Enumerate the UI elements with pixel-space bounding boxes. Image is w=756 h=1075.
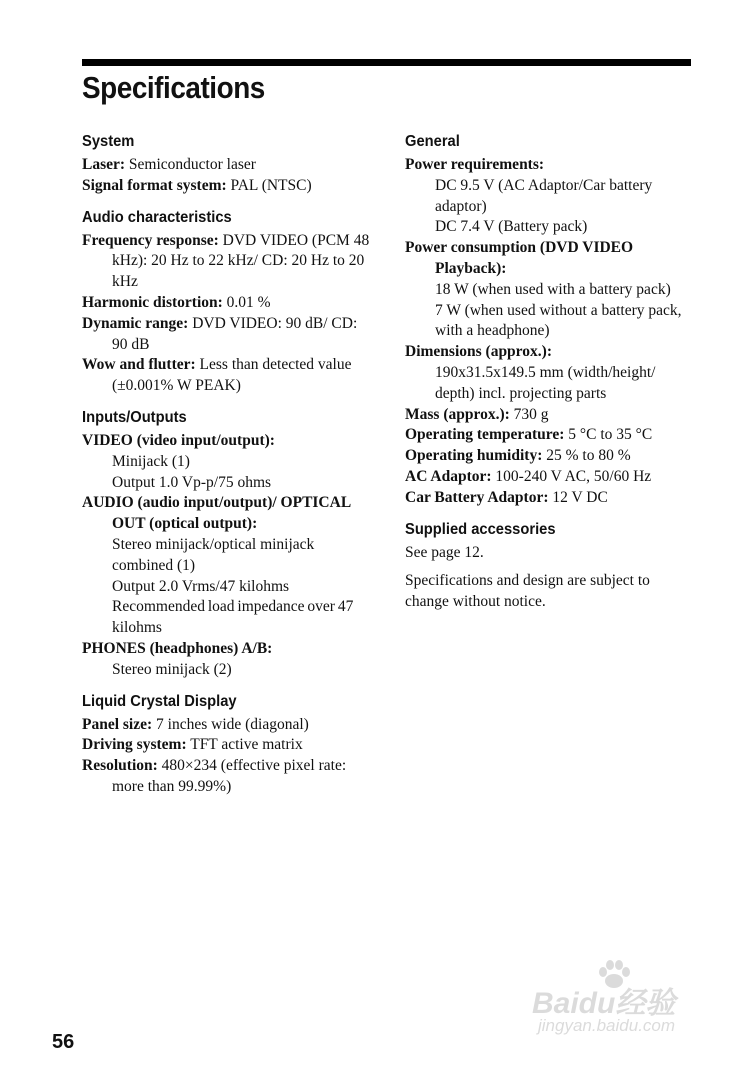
spec-frequency-response: Frequency response: DVD VIDEO (PCM 48 kHz): 20 Hz to 22 kHz/ CD: 20 Hz to 20 kHz bbox=[82, 231, 370, 291]
section-heading: System bbox=[82, 133, 135, 150]
specifications-note: Specifications and design are subject to change without notice. bbox=[405, 572, 650, 611]
left-column bbox=[82, 131, 372, 808]
spec-power-consumption: Power consumption (DVD VIDEO Playback): bbox=[405, 239, 634, 277]
watermark bbox=[532, 960, 722, 1050]
spec-wow-flutter: Wow and flutter: Less than detected value (±0.001% W PEAK) bbox=[82, 356, 352, 395]
spec-value-line: DC 9.5 V (AC Adaptor/Car battery adaptor) bbox=[435, 176, 653, 215]
spec-power-requirements: Power requirements: bbox=[405, 156, 545, 173]
section-lcd bbox=[82, 691, 372, 798]
section-audio bbox=[82, 207, 372, 397]
section-heading: Inputs/Outputs bbox=[82, 408, 187, 426]
section-heading: Audio characteristics bbox=[82, 208, 232, 226]
spec-driving-system: Driving system: TFT active matrix bbox=[82, 736, 303, 754]
spec-car-battery-adaptor: Car Battery Adaptor: 12 V DC bbox=[405, 488, 608, 506]
spec-audio-io: AUDIO (audio input/output)/ OPTICAL OUT (optical output): bbox=[82, 494, 351, 533]
watermark-logo: Baidu经验 bbox=[532, 987, 676, 1020]
spec-mass: Mass (approx.): 730 g bbox=[405, 405, 549, 423]
spec-value-line: 7 W (when used without a battery pack, with a headphone) bbox=[435, 301, 682, 340]
spec-harmonic-distortion: Harmonic distortion: 0.01 % bbox=[82, 293, 271, 311]
spec-value-line: 190x31.5x149.5 mm (width/height/ depth) incl. projecting parts bbox=[435, 363, 656, 402]
spec-panel-size: Panel size: 7 inches wide (diagonal) bbox=[82, 715, 309, 733]
spec-value-line: 18 W (when used with a battery pack) bbox=[435, 280, 671, 298]
section-inputs-outputs bbox=[82, 407, 372, 681]
top-rule bbox=[82, 59, 691, 66]
spec-resolution: Resolution: 480×234 (effective pixel rate: more than 99.99%) bbox=[82, 757, 347, 795]
page-title: Specifications bbox=[82, 70, 265, 105]
spec-signal-format: Signal format system: PAL (NTSC) bbox=[82, 176, 312, 194]
spec-value-line: Recommended load impedance over 47 kilohms bbox=[112, 598, 354, 637]
spec-value-line: Output 1.0 Vp-p/75 ohms bbox=[112, 473, 272, 491]
spec-video-io: VIDEO (video input/output): bbox=[82, 431, 275, 449]
spec-value-line: DC 7.4 V (Battery pack) bbox=[435, 218, 588, 236]
right-column bbox=[405, 131, 695, 623]
spec-value-line: Stereo minijack (2) bbox=[112, 660, 232, 678]
accessories-text: See page 12. bbox=[405, 543, 484, 561]
spec-value-line: Minijack (1) bbox=[112, 452, 190, 470]
section-general bbox=[405, 131, 695, 509]
section-heading: Liquid Crystal Display bbox=[82, 692, 237, 710]
page-number: 56 bbox=[52, 1031, 75, 1053]
spec-dynamic-range: Dynamic range: DVD VIDEO: 90 dB/ CD: 90 dB bbox=[82, 314, 358, 353]
spec-operating-humidity: Operating humidity: 25 % to 80 % bbox=[405, 447, 631, 465]
spec-phones: PHONES (headphones) A/B: bbox=[82, 639, 273, 657]
section-heading: General bbox=[405, 133, 460, 150]
section-accessories bbox=[405, 519, 695, 613]
spec-ac-adaptor: AC Adaptor: 100-240 V AC, 50/60 Hz bbox=[405, 467, 652, 485]
spec-operating-temperature: Operating temperature: 5 °C to 35 °C bbox=[405, 426, 653, 444]
spec-value-line: Output 2.0 Vrms/47 kilohms bbox=[112, 577, 290, 595]
spec-value-line: Stereo minijack/optical minijack combined (1) bbox=[112, 535, 315, 574]
watermark-url: jingyan.baidu.com bbox=[538, 1016, 676, 1035]
section-heading: Supplied accessories bbox=[405, 520, 556, 538]
spec-laser: Laser: Semiconductor laser bbox=[82, 156, 256, 173]
section-system bbox=[82, 131, 372, 197]
spec-dimensions: Dimensions (approx.): bbox=[405, 343, 552, 361]
